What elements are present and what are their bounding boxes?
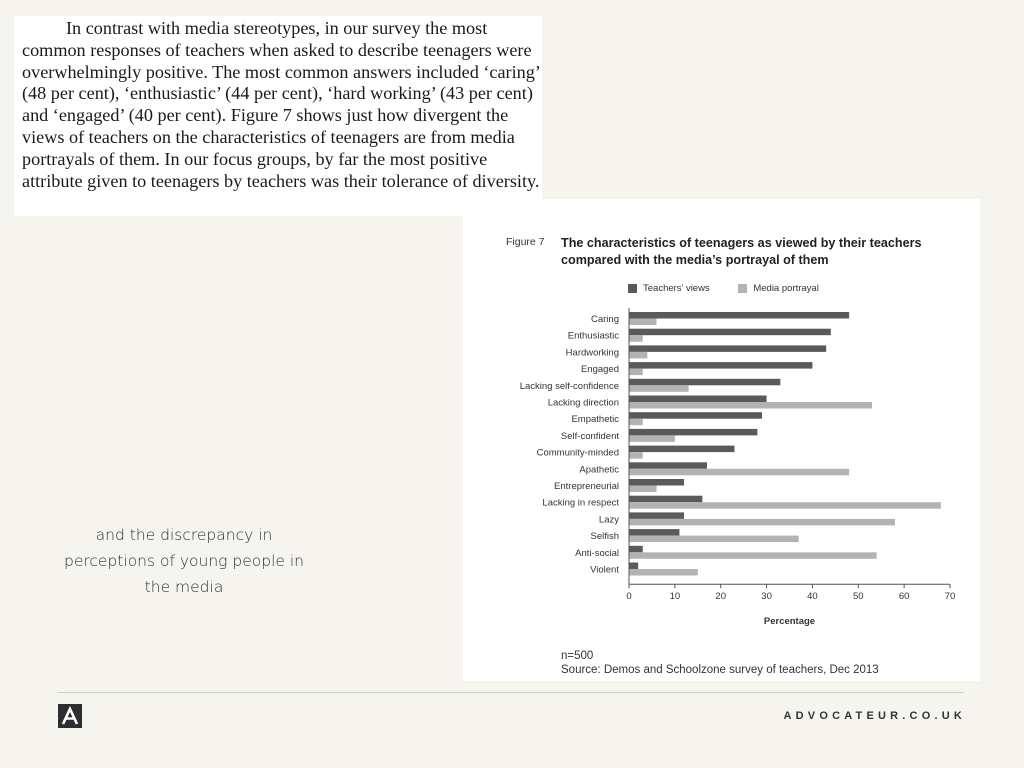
bar-teachers: [629, 512, 684, 519]
bar-teachers: [629, 563, 638, 570]
category-label: Violent: [590, 564, 619, 576]
bar-teachers: [629, 462, 707, 469]
bar-media: [629, 519, 895, 526]
figure-label: Figure 7: [506, 236, 545, 248]
slide-caption: and the discrepancy in perceptions of young people in the media: [64, 526, 304, 596]
source-note: Source: Demos and Schoolzone survey of teachers, Dec 2013: [561, 663, 879, 676]
sample-size-note: n=500: [561, 650, 594, 662]
bar-media: [629, 452, 643, 459]
bar-media: [629, 486, 657, 493]
bar-teachers: [629, 446, 734, 453]
bar-media: [629, 552, 877, 559]
bar-media: [629, 369, 643, 376]
logo-a-icon: [58, 704, 82, 728]
bar-media: [629, 352, 647, 359]
bar-teachers: [629, 362, 812, 369]
bar-media: [629, 385, 689, 392]
bar-media: [629, 402, 872, 409]
excerpt-paragraph: In contrast with media stereotypes, in our survey the most common responses of teachers when asked to describe teenagers were overwhelmingly positive. The most common answers included ‘caring’ (48 per cent), ‘enthusiastic’ (44 per cent), ‘hard working’ (43 per cent) and ‘engaged’ (40 per cent). Figure 7 shows just how divergent the views of teachers on the characteristics of teenagers are from media portrayals of them. In our focus groups, by far the most positive attribute given to teenagers by teachers was their tolerance of diversity.: [22, 18, 540, 191]
category-label: Lazy: [598, 514, 619, 526]
bar-media: [629, 419, 643, 426]
bar-media: [629, 536, 799, 543]
bar-teachers: [629, 429, 757, 436]
legend-label-media: Media portrayal: [753, 283, 819, 294]
bar-teachers: [629, 379, 780, 386]
bar-teachers: [629, 412, 762, 419]
figure-card: [463, 199, 980, 681]
x-tick-label: 60: [898, 591, 910, 603]
site-url: ADVOCATEUR.CO.UK: [783, 710, 966, 722]
category-label: Lacking self-confidence: [519, 380, 619, 392]
legend-label-teachers: Teachers’ views: [643, 283, 710, 294]
bar-chart: [463, 199, 980, 639]
figure-footnote: [561, 650, 879, 677]
chart-title: The characteristics of teenagers as viewed by their teachers compared with the media’s portrayal of them: [561, 236, 922, 267]
category-label: Apathetic: [579, 464, 619, 476]
footer-divider: [58, 692, 964, 693]
x-tick-label: 40: [807, 591, 818, 603]
category-label: Anti-social: [575, 547, 619, 559]
category-label: Lacking direction: [547, 397, 619, 409]
bar-media: [629, 502, 941, 509]
advocateur-logo: [58, 704, 82, 728]
bar-teachers: [629, 396, 767, 403]
x-axis-title: Percentage: [763, 616, 816, 628]
category-label: Caring: [591, 314, 619, 325]
bar-teachers: [629, 329, 831, 336]
category-label: Hardworking: [565, 347, 619, 359]
category-label: Self-confident: [560, 430, 619, 442]
category-label: Empathetic: [571, 414, 619, 426]
category-label: Community-minded: [536, 447, 619, 459]
bar-media: [629, 569, 698, 576]
bar-media: [629, 335, 643, 342]
category-label: Lacking in respect: [542, 497, 619, 509]
bar-teachers: [629, 496, 702, 503]
x-tick-label: 70: [944, 591, 956, 603]
category-label: Enthusiastic: [567, 330, 619, 342]
bar-teachers: [629, 529, 679, 536]
x-tick-label: 0: [626, 591, 632, 603]
bar-teachers: [629, 546, 643, 553]
x-tick-label: 30: [761, 591, 772, 603]
bar-teachers: [629, 345, 826, 352]
x-tick-label: 20: [715, 591, 727, 603]
category-label: Entrepreneurial: [554, 481, 619, 492]
x-tick-label: 50: [852, 591, 864, 603]
bar-teachers: [629, 479, 684, 486]
category-label: Engaged: [580, 364, 619, 376]
x-tick-label: 10: [669, 591, 681, 603]
text-excerpt: [14, 16, 542, 216]
bar-media: [629, 435, 675, 442]
bar-media: [629, 319, 657, 326]
bar-media: [629, 469, 849, 476]
category-label: Selfish: [590, 531, 619, 543]
bar-teachers: [629, 312, 849, 319]
